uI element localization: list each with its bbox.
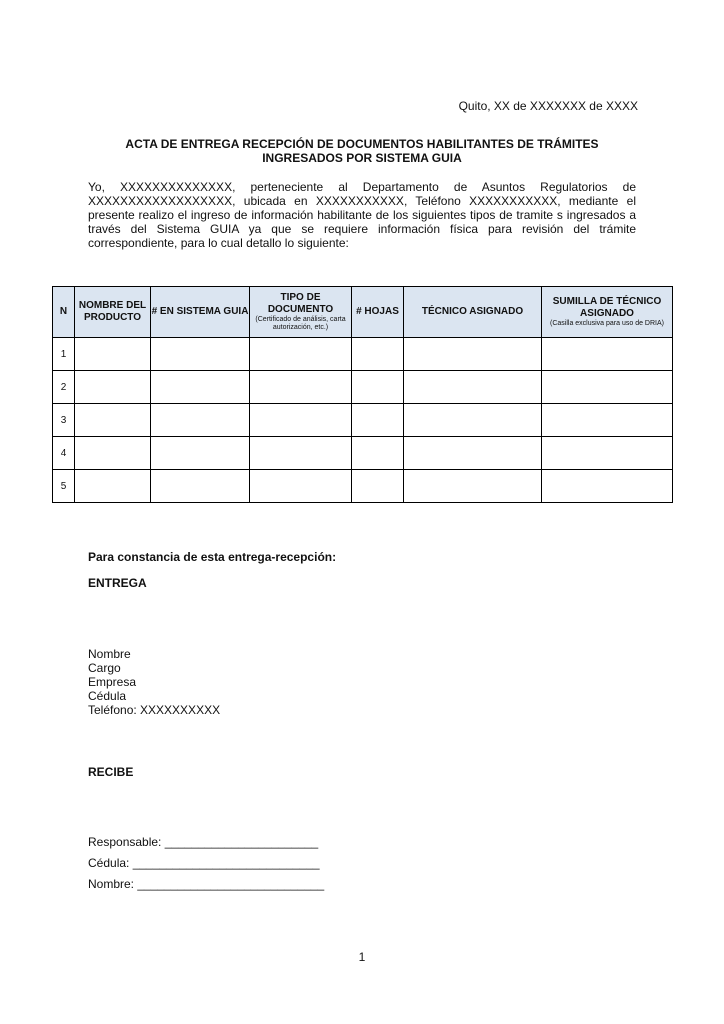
header-hojas: # HOJAS xyxy=(352,287,404,338)
header-tipo-documento-label: TIPO DE DOCUMENTO xyxy=(267,292,334,315)
entrega-empresa: Empresa xyxy=(88,675,137,689)
table-row xyxy=(53,470,673,503)
header-sumilla-note: (Casilla exclusiva para uso de DRIA) xyxy=(550,320,664,327)
cell-nombre-producto[interactable] xyxy=(75,437,151,470)
cell-hojas[interactable] xyxy=(352,338,404,371)
cell-hojas[interactable] xyxy=(352,437,404,470)
cell-sumilla[interactable] xyxy=(542,371,673,404)
cell-sumilla[interactable] xyxy=(542,338,673,371)
intro-paragraph: Yo, XXXXXXXXXXXXXX, perteneciente al Departamento de Asuntos Regulatorios de XXXXXXXXXXXXXXXXXX, ubicada en XXXXXXXXXXX, Teléfono XXXXXXXXXXX, mediante el presente realizo el ingreso de información habilitante de los siguientes tipos de tramite s ingresados a través del Sistema GUIA ya que se requiere información física para revisión del trámite correspondiente, para lo cual detallo lo siguiente: xyxy=(88,180,636,250)
header-tecnico-asignado: TÉCNICO ASIGNADO xyxy=(404,287,542,338)
cell-nombre-producto[interactable] xyxy=(75,470,151,503)
cell-sistema-guia[interactable] xyxy=(151,371,250,404)
cell-tipo-documento[interactable] xyxy=(250,338,352,371)
row-number: 4 xyxy=(53,437,75,470)
cell-tipo-documento[interactable] xyxy=(250,470,352,503)
date-line: Quito, XX de XXXXXXX de XXXX xyxy=(458,99,638,113)
cell-nombre-producto[interactable] xyxy=(75,371,151,404)
header-sumilla-label: SUMILLA DE TÉCNICO ASIGNADO xyxy=(552,296,662,319)
table-row xyxy=(53,338,673,371)
row-number: 2 xyxy=(53,371,75,404)
constancia-label: Para constancia de esta entrega-recepción: xyxy=(88,550,337,564)
cell-tipo-documento[interactable] xyxy=(250,437,352,470)
cell-hojas[interactable] xyxy=(352,470,404,503)
cell-tecnico[interactable] xyxy=(404,404,542,437)
cell-sistema-guia[interactable] xyxy=(151,470,250,503)
page-number: 1 xyxy=(358,950,366,964)
table-row xyxy=(53,371,673,404)
entrega-cargo: Cargo xyxy=(88,661,121,675)
cell-tecnico[interactable] xyxy=(404,470,542,503)
entrega-nombre: Nombre xyxy=(88,647,131,661)
cell-tipo-documento[interactable] xyxy=(250,404,352,437)
table-row xyxy=(53,437,673,470)
recibe-nombre-field: Nombre: ____________________________ xyxy=(88,877,325,891)
recibe-label: RECIBE xyxy=(88,765,134,779)
cell-sistema-guia[interactable] xyxy=(151,437,250,470)
header-tipo-documento xyxy=(250,287,352,338)
cell-sumilla[interactable] xyxy=(542,470,673,503)
header-nombre-producto: NOMBRE DEL PRODUCTO xyxy=(75,287,151,338)
document-title-line-2: INGRESADOS POR SISTEMA GUIA xyxy=(262,151,462,165)
header-tipo-documento-note: (Certificado de análisis, carta autorización, etc.) xyxy=(255,316,346,331)
document-title xyxy=(88,137,636,165)
row-number: 3 xyxy=(53,404,75,437)
table-header-row xyxy=(53,287,673,338)
document-title-line-1: ACTA DE ENTREGA RECEPCIÓN DE DOCUMENTOS HABILITANTES DE TRÁMITES xyxy=(125,137,599,151)
header-n: N xyxy=(53,287,75,338)
cell-sistema-guia[interactable] xyxy=(151,338,250,371)
cell-sistema-guia[interactable] xyxy=(151,404,250,437)
cell-nombre-producto[interactable] xyxy=(75,338,151,371)
recibe-responsable-field: Responsable: _______________________ xyxy=(88,835,319,849)
table-row xyxy=(53,404,673,437)
entrega-telefono: Teléfono: XXXXXXXXXX xyxy=(88,703,221,717)
cell-hojas[interactable] xyxy=(352,404,404,437)
cell-tecnico[interactable] xyxy=(404,437,542,470)
cell-hojas[interactable] xyxy=(352,371,404,404)
entrega-label: ENTREGA xyxy=(88,576,147,590)
cell-tecnico[interactable] xyxy=(404,338,542,371)
cell-tipo-documento[interactable] xyxy=(250,371,352,404)
header-sistema-guia: # EN SISTEMA GUIA xyxy=(151,287,250,338)
documents-table xyxy=(52,286,673,503)
header-sumilla xyxy=(542,287,673,338)
entrega-cedula: Cédula xyxy=(88,689,127,703)
row-number: 1 xyxy=(53,338,75,371)
row-number: 5 xyxy=(53,470,75,503)
recibe-cedula-field: Cédula: ____________________________ xyxy=(88,856,320,870)
cell-tecnico[interactable] xyxy=(404,371,542,404)
cell-sumilla[interactable] xyxy=(542,437,673,470)
cell-sumilla[interactable] xyxy=(542,404,673,437)
cell-nombre-producto[interactable] xyxy=(75,404,151,437)
